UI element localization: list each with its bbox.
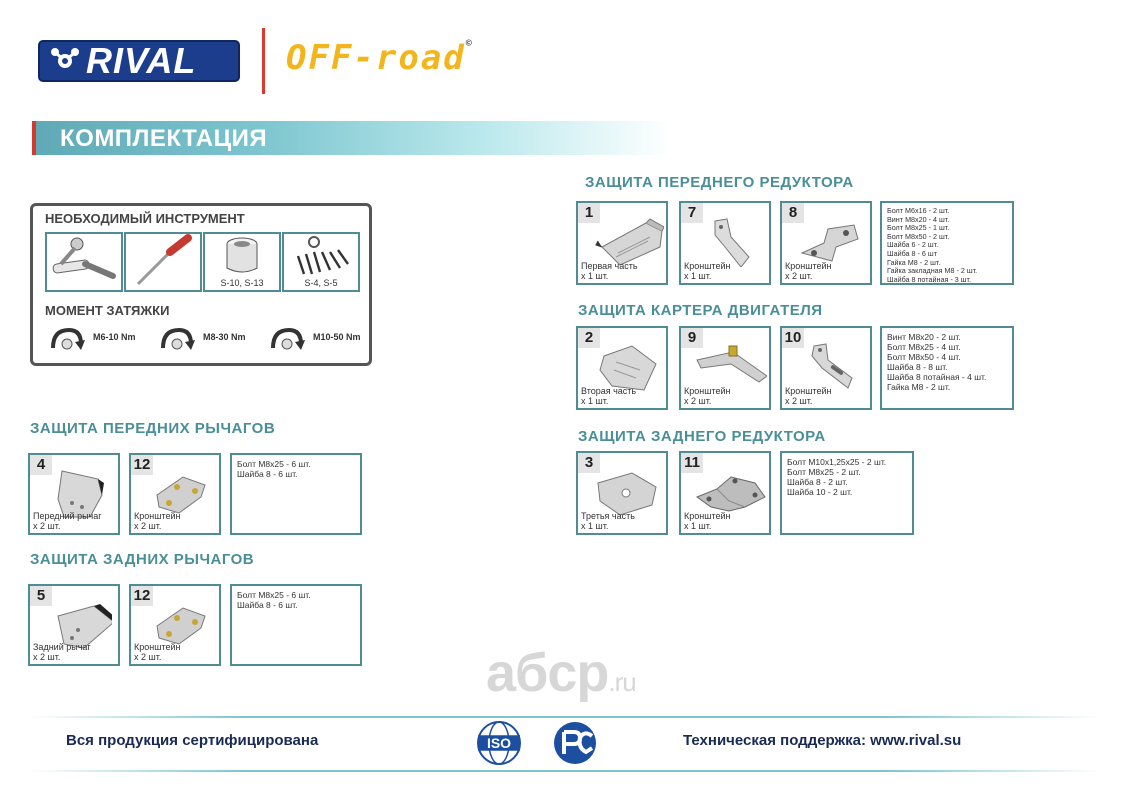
- hardware-list-rear-reducer: [780, 451, 914, 535]
- part-name: Третья часть: [581, 511, 635, 521]
- hardware-item: Шайба 8 - 6 шт.: [237, 469, 298, 479]
- hardware-item: Болт М8х25 - 1 шт.: [887, 223, 950, 233]
- watermark-suffix: .ru: [608, 667, 636, 697]
- hardware-item: Болт М8х25 - 6 шт.: [237, 459, 311, 469]
- section-banner: [32, 121, 672, 155]
- part-card-12: [129, 453, 221, 535]
- iso-globe-icon: [474, 720, 524, 766]
- bracket-slotted-icon: [794, 342, 864, 392]
- hardware-item: Шайба 8 - 2 шт.: [787, 477, 848, 487]
- bracket-bent-icon: [693, 217, 763, 267]
- part-name: Кронштейн: [684, 386, 731, 396]
- part-qty: х 1 шт.: [581, 521, 609, 531]
- bracket-saddle-icon: [693, 467, 767, 517]
- rear-levers-title: ЗАЩИТА ЗАДНИХ РЫЧАГОВ: [30, 551, 255, 568]
- part-qty: х 2 шт.: [134, 652, 162, 662]
- second-part-plate-icon: [590, 342, 660, 392]
- part-caption: [33, 511, 102, 531]
- torque-arrow-icon: [267, 324, 307, 350]
- front-levers-title: ЗАЩИТА ПЕРЕДНИХ РЫЧАГОВ: [30, 420, 276, 437]
- part-caption: [684, 386, 730, 406]
- part-name: Кронштейн: [785, 386, 832, 396]
- part-name: Кронштейн: [134, 511, 181, 521]
- hardware-list-front-reducer: [880, 201, 1014, 285]
- hardware-item: Гайка закладная М8 - 2 шт.: [887, 266, 978, 276]
- copyright-mark: ©: [465, 38, 474, 49]
- tools-title: НЕОБХОДИМЫЙ ИНСТРУМЕНТ: [45, 211, 245, 226]
- part-name: Вторая часть: [581, 386, 637, 396]
- part-number: 12: [131, 455, 153, 475]
- rival-wordmark: RIVAL: [86, 40, 197, 81]
- bracket-long-icon: [693, 342, 767, 392]
- part-qty: х 2 шт.: [33, 652, 61, 662]
- part-name: Кронштейн: [785, 261, 832, 271]
- tool-screwdriver: [124, 232, 202, 292]
- part-number: 4: [30, 455, 52, 475]
- hardware-item: Шайба 10 - 2 шт.: [787, 487, 853, 497]
- part-qty: х 1 шт.: [684, 271, 712, 281]
- part-number: 3: [578, 453, 600, 473]
- torque-m8-value: M8-30 Nm: [203, 332, 246, 342]
- hardware-item: Винт М8х20 - 4 шт.: [887, 214, 950, 224]
- hardware-item: Болт М10х1,25х25 - 2 шт.: [787, 457, 887, 467]
- part-name: Задний рычаг: [33, 642, 91, 652]
- part-qty: х 2 шт.: [33, 521, 61, 531]
- screwdriver-icon: [126, 234, 200, 290]
- footer-divider-bottom: [30, 770, 1100, 772]
- offroad-wordmark: OFF-road: [286, 38, 466, 78]
- hardware-item: Болт М8х25 - 2 шт.: [787, 467, 861, 477]
- rear-reducer-title: ЗАЩИТА ЗАДНЕГО РЕДУКТОРА: [578, 428, 826, 445]
- part-caption: [684, 261, 730, 281]
- hardware-item: Шайба 8 - 6 шт.: [237, 600, 298, 610]
- hardware-item: Гайка М8 - 2 шт.: [887, 382, 951, 392]
- part-card-1: [576, 201, 668, 285]
- part-number: 5: [30, 586, 52, 606]
- first-part-plate-icon: [590, 217, 664, 267]
- support-text: Техническая поддержка: www.rival.su: [683, 732, 962, 749]
- part-card-4: [28, 453, 120, 535]
- part-number: 1: [578, 203, 600, 223]
- part-number: 9: [681, 328, 703, 348]
- tool-hex-keys: [282, 232, 360, 292]
- front-reducer-title: ЗАЩИТА ПЕРЕДНЕГО РЕДУКТОРА: [585, 174, 854, 191]
- hardware-item: Шайба 6 - 2 шт.: [887, 240, 939, 250]
- part-name: Первая часть: [581, 261, 638, 271]
- hardware-item: Гайка М8 - 2 шт.: [887, 257, 941, 267]
- part-qty: х 2 шт.: [785, 271, 813, 281]
- part-number: 7: [681, 203, 703, 223]
- torque-m10: [267, 324, 361, 350]
- part-name: Кронштейн: [684, 511, 731, 521]
- torque-arrow-icon: [47, 324, 87, 350]
- hardware-list-engine-crankcase: [880, 326, 1014, 410]
- part-number: 8: [782, 203, 804, 223]
- hardware-item: Шайба 8 потайная - 3 шт.: [887, 274, 971, 284]
- torque-title: МОМЕНТ ЗАТЯЖКИ: [45, 303, 170, 318]
- part-name: Передний рычаг: [33, 511, 102, 521]
- watermark: [486, 642, 636, 704]
- torque-m10-value: M10-50 Nm: [313, 332, 361, 342]
- certified-text: Вся продукция сертифицирована: [66, 732, 319, 749]
- page-title: КОМПЛЕКТАЦИЯ: [60, 125, 268, 152]
- hardware-item: Шайба 8 - 6 шт: [887, 248, 937, 258]
- part-name: Кронштейн: [134, 642, 181, 652]
- part-caption: [33, 642, 91, 662]
- part-caption: [581, 261, 638, 281]
- tool-ratchet: [45, 232, 123, 292]
- part-caption: [134, 642, 180, 662]
- part-number: 12: [131, 586, 153, 606]
- tool-socket: [203, 232, 281, 292]
- torque-m8: [157, 324, 246, 350]
- part-qty: х 1 шт.: [684, 521, 712, 531]
- hardware-item: Болт М8х25 - 6 шт.: [237, 590, 311, 600]
- part-card-10: [780, 326, 872, 410]
- torque-arrow-icon: [157, 324, 197, 350]
- hardware-item: Болт М8х50 - 4 шт.: [887, 352, 961, 362]
- part-card-12-rear: [129, 584, 221, 666]
- bracket-z-icon: [794, 217, 864, 267]
- part-caption: [581, 386, 636, 406]
- part-card-7: [679, 201, 771, 285]
- third-part-plate-icon: [590, 467, 660, 517]
- hardware-list-front-levers: [230, 453, 362, 535]
- hex-keys-icon: [284, 234, 358, 278]
- part-card-5: [28, 584, 120, 666]
- hardware-item: Шайба 8 - 8 шт.: [887, 362, 948, 372]
- hardware-item: Болт М8х25 - 4 шт.: [887, 342, 961, 352]
- part-card-8: [780, 201, 872, 285]
- offroad-logo: [286, 38, 474, 78]
- iso-label: ISO: [486, 735, 512, 751]
- part-caption: [785, 386, 831, 406]
- part-qty: х 2 шт.: [134, 521, 162, 531]
- logo-divider: [262, 28, 265, 94]
- watermark-text: aбcp: [486, 643, 609, 703]
- hardware-item: Болт М8х50 - 2 шт.: [887, 231, 950, 241]
- banner-accent-bar: [32, 121, 36, 155]
- part-caption: [684, 511, 730, 531]
- part-card-2: [576, 326, 668, 410]
- part-caption: [581, 511, 635, 531]
- tools-box: [30, 203, 372, 366]
- hardware-item: Болт М6х16 - 2 шт.: [887, 206, 950, 215]
- part-caption: [134, 511, 180, 531]
- footer-divider-top: [30, 716, 1100, 718]
- part-name: Кронштейн: [684, 261, 731, 271]
- hardware-item: Винт М8х20 - 2 шт.: [887, 332, 961, 342]
- hardware-list-rear-levers: [230, 584, 362, 666]
- part-qty: х 2 шт.: [785, 396, 813, 406]
- rival-emblem-icon: [48, 44, 82, 78]
- gost-r-mark-icon: [550, 720, 600, 766]
- part-card-11: [679, 451, 771, 535]
- socket-icon: [205, 234, 279, 278]
- hardware-item: Шайба 8 потайная - 4 шт.: [887, 372, 987, 382]
- part-number: 2: [578, 328, 600, 348]
- part-number: 11: [681, 453, 703, 473]
- torque-m6: [47, 324, 136, 350]
- part-qty: х 1 шт.: [581, 271, 609, 281]
- part-qty: х 2 шт.: [684, 396, 712, 406]
- socket-caption: S-10, S-13: [220, 278, 264, 288]
- hex-keys-caption: S-4, S-5: [304, 278, 338, 288]
- part-card-3: [576, 451, 668, 535]
- ratchet-icon: [47, 234, 121, 290]
- part-card-9: [679, 326, 771, 410]
- part-number: 10: [782, 328, 804, 348]
- part-qty: х 1 шт.: [581, 396, 609, 406]
- part-caption: [785, 261, 831, 281]
- rival-logo: [38, 40, 240, 82]
- engine-crankcase-title: ЗАЩИТА КАРТЕРА ДВИГАТЕЛЯ: [578, 302, 823, 319]
- torque-m6-value: M6-10 Nm: [93, 332, 136, 342]
